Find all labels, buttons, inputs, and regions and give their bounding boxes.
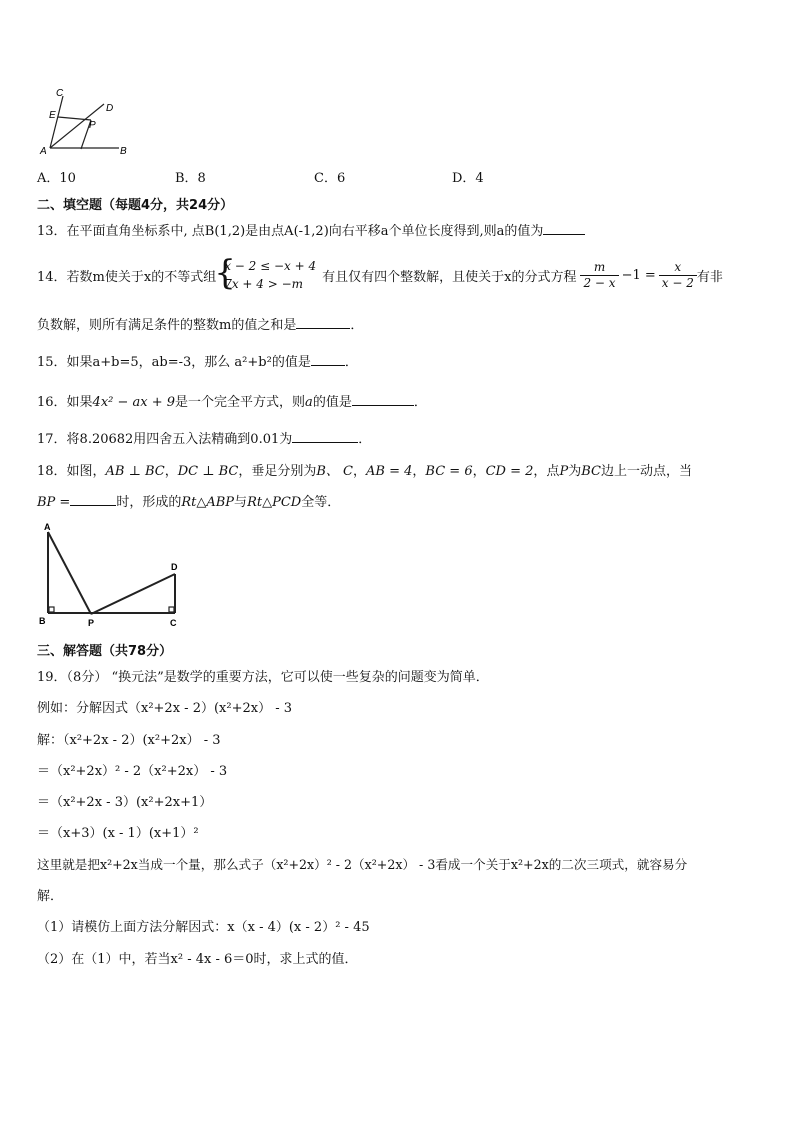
label-b: B [39,616,46,626]
label-p: P [89,120,96,131]
q13-blank [543,221,585,235]
q14-text-1: 14．若数m使关于x的不等式组 [37,269,217,285]
right-angle-c [169,607,174,612]
ray-ac [50,96,63,148]
q14-blank [296,315,350,329]
q19-part-2: （2）在（1）中，若当x² - 4x - 6＝0时，求上式的值． [37,952,358,967]
q19-solution-line-3: ＝（x+3）(x - 1）(x+1）² [37,826,199,841]
segment-pd [91,574,175,614]
ray-ad [50,104,104,148]
q19-solution-line-2: ＝（x²+2x - 3）(x²+2x+1） [37,795,213,810]
question-13 [37,220,585,239]
q17-blank [292,429,358,443]
question-18: 18．如图，AB ⊥ BC，DC ⊥ BC，垂足分别为B、 C，AB = 4，BC = 6，CD = 2，点P为BC边上一动点，当 [37,464,692,479]
label-a: A [40,146,47,157]
question-14-line-2: 负数解，则所有满足条件的整数m的值之和是 ． [37,314,363,333]
label-a: A [44,522,51,532]
q19-example: 例如：分解因式（x²+2x - 2）(x²+2x） - 3 [37,701,293,716]
question-19-title: 19．（8分） “换元法”是数学的重要方法，它可以使一些复杂的问题变为简单． [37,670,489,685]
label-c: C [170,618,177,628]
q14-text-3: 有非 [696,269,723,285]
q15-blank [311,352,345,366]
q19-solution-line-1: ＝（x²+2x）² - 2（x²+2x） - 3 [37,764,228,779]
choice-a: A．10 [37,171,76,186]
q13-text: 13．在平面直角坐标系中, 点B(1,2)是由点A(-1,2)向右平移a个单位长度得到,则a的值为 [37,224,544,239]
question-18-line-2: BP = 时，形成的Rt△ABP与Rt△PCD全等． [37,491,340,510]
inequality-2: 7x + 4 > −m [224,277,304,291]
section-2-title: 二、填空题（每题4分，共24分） [37,198,234,213]
segment-ap [48,532,91,614]
q19-explanation-1: 这里就是把x²+2x当成一个量，那么式子（x²+2x）² - 2（x²+2x） - 3看成一个关于x²+2x的二次三项式，就容易分 [37,857,688,872]
label-e: E [49,110,56,121]
label-c: C [56,88,64,99]
q14-text-2: 有且仅有四个整数解，且使关于x的分式方程 [322,269,577,285]
inequality-1: x − 2 ≤ −x + 4 [224,259,317,273]
inequality-system: { x − 2 ≤ −x + 4 7x + 4 > −m [214,253,317,293]
fraction-m: $\frac{m}{2 - x}$ [580,260,618,291]
label-d: D [171,562,178,572]
q14-mid: −1 = [621,267,656,283]
q18-blank [70,492,116,506]
label-p: P [88,618,95,628]
choice-b: B．8 [175,171,206,186]
choice-d: D．4 [452,171,484,186]
fraction-x: $\frac{x}{x - 2}$ [659,260,697,291]
q19-solution-line-0: 解：（x²+2x - 2）(x²+2x） - 3 [37,733,221,748]
question-14 [37,252,723,298]
label-b: B [120,146,127,157]
question-17: 17．将8.20682用四舍五入法精确到0.01为 ． [37,428,371,447]
question-16: 16．如果4x² − ax + 9是一个完全平方式，则a的值是 ． [37,391,427,410]
q19-part-1: （1）请模仿上面方法分解因式：x（x - 4）(x - 2）² - 45 [37,920,370,935]
figure-angle [34,84,134,160]
choice-c: C．6 [314,171,346,186]
right-angle-b [49,607,54,612]
q16-expression: 4x² − ax + 9 [92,395,176,410]
figure-triangles [34,520,194,630]
q16-blank [352,392,414,406]
q19-explanation-2: 解． [37,889,64,904]
question-15: 15．如果a+b=5，ab=-3，那么 a²+b²的值是 ． [37,351,358,370]
label-d: D [106,103,114,114]
section-3-title: 三、解答题（共78分） [37,644,173,659]
